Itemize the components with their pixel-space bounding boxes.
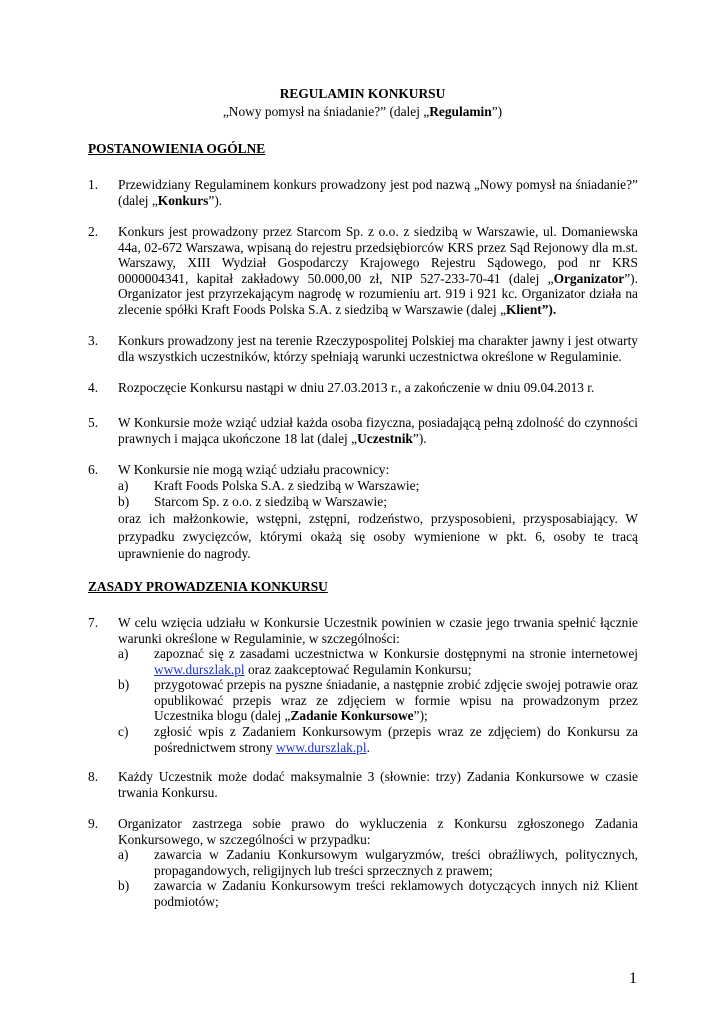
item-7-text: W celu wzięcia udziału w Konkursie Uczestnik powinien w czasie jego trwania spełnić łącznie warunki określone w Regulaminie, w szczególności: [118, 615, 638, 646]
item-6-continuation: oraz ich małżonkowie, wstępni, zstępni, rodzeństwo, przysposobieni, przysposabiający. W przypadku zwycięzców, którymi okażą się osoby wymienione w pkt. 6, osoby te tracą uprawnienie do nagrody. [118, 511, 638, 561]
item-5-text: W Konkursie może wziąć udział każda osoba fizyczna, posiadającą pełną zdolność do czynności prawnych i mająca ukończone 18 lat (dalej „Uczestnik”). [118, 415, 638, 446]
subitem-text: zawarcia w Zadaniu Konkursowym treści reklamowych dotyczących innych niż Klient podmiotów; [154, 878, 638, 909]
subitem-label: a) [118, 478, 129, 493]
item-number: 5. [88, 415, 99, 430]
item-number: 1. [88, 177, 99, 192]
item-number: 6. [88, 462, 99, 477]
subitem-text: zgłosić wpis z Zadaniem Konkursowym (przepis wraz ze zdjęciem) do Konkursu za pośrednictwem strony www.durszlak.pl. [154, 724, 638, 755]
durszlak-link[interactable]: www.durszlak.pl [154, 661, 245, 677]
subitem-label: b) [118, 494, 130, 509]
item-number: 2. [88, 224, 99, 239]
subitem-text: zawarcia w Zadaniu Konkursowym wulgaryzmów, treści obraźliwych, politycznych, propagandowych, religijnych lub treści sprzecznych z prawem; [154, 847, 638, 878]
document-title: REGULAMIN KONKURSU [279, 86, 446, 101]
subitem-label: a) [118, 847, 129, 862]
subitem-text: Kraft Foods Polska S.A. z siedzibą w Warszawie; [154, 478, 420, 493]
item-4-text: Rozpoczęcie Konkursu nastąpi w dniu 27.03.2013 r., a zakończenie w dniu 09.04.2013 r. [118, 380, 595, 395]
durszlak-link[interactable]: www.durszlak.pl [275, 739, 367, 755]
item-3-text: Konkurs prowadzony jest na terenie Rzeczypospolitej Polskiej ma charakter jawny i jest otwarty dla wszystkich uczestników, którzy spełniają warunki uczestnictwa określone w Regulaminie. [118, 333, 638, 364]
document-subtitle: „Nowy pomysł na śniadanie?” (dalej „Regulamin”) [222, 104, 503, 119]
subitem-label: b) [118, 677, 130, 692]
item-2-text: Konkurs jest prowadzony przez Starcom Sp. z o.o. z siedzibą w Warszawie, ul. Domaniewska 44a, 02-672 Warszawa, wpisaną do rejestru przedsiębiorców KRS przez Sąd Rejonowy dla m.st. Warszawy, XIII Wydział Gospodarczy Krajowego Rejestru Sądowego, pod nr KRS 0000004341, kapitał zakładowy 50.000,00 zł, NIP 527-233-70-41 (dalej „Organizator”). Organizator jest przyrzekającym nagrodę w rozumieniu art. 919 i 921 kc. Organizator działa na zlecenie spółki Kraft Foods Polska S.A. z siedzibą w Warszawie (dalej „Klient”). [118, 224, 638, 317]
item-1-text: Przewidziany Regulaminem konkurs prowadzony jest pod nazwą „Nowy pomysł na śniadanie?” (dalej „Konkurs”). [118, 177, 638, 208]
item-number: 3. [88, 333, 99, 348]
item-number: 4. [88, 380, 99, 395]
item-8-text: Każdy Uczestnik może dodać maksymalnie 3 (słownie: trzy) Zadania Konkursowe w czasie trwania Konkursu. [118, 769, 638, 800]
section-heading-rules: ZASADY PROWADZENIA KONKURSU [88, 579, 328, 594]
subitem-text: zapoznać się z zasadami uczestnictwa w Konkursie dostępnymi na stronie internetowej www.durszlak.pl oraz zaakceptować Regulamin Konkursu; [154, 646, 638, 677]
subitem-label: c) [118, 724, 129, 739]
page-number: 1 [629, 970, 637, 987]
item-number: 8. [88, 769, 99, 784]
item-6-text: W Konkursie nie mogą wziąć udziału pracownicy: [118, 462, 390, 477]
item-9-text: Organizator zastrzega sobie prawo do wykluczenia z Konkursu zgłoszonego Zadania Konkursowego, w szczególności w przypadku: [118, 816, 638, 847]
subitem-label: a) [118, 646, 129, 661]
item-number: 9. [88, 816, 99, 831]
subitem-text: Starcom Sp. z o.o. z siedzibą w Warszawie; [154, 494, 387, 509]
section-heading-general: POSTANOWIENIA OGÓLNE [88, 141, 266, 156]
subitem-text: przygotować przepis na pyszne śniadanie, a następnie zrobić zdjęcie swojej potrawie oraz opublikować przepis wraz ze zdjęciem w formie wpisu na prowadzonym przez Uczestnika blogu (dalej „Zadanie Konkursowe”); [154, 677, 638, 724]
item-number: 7. [88, 615, 99, 630]
subitem-label: b) [118, 878, 130, 893]
